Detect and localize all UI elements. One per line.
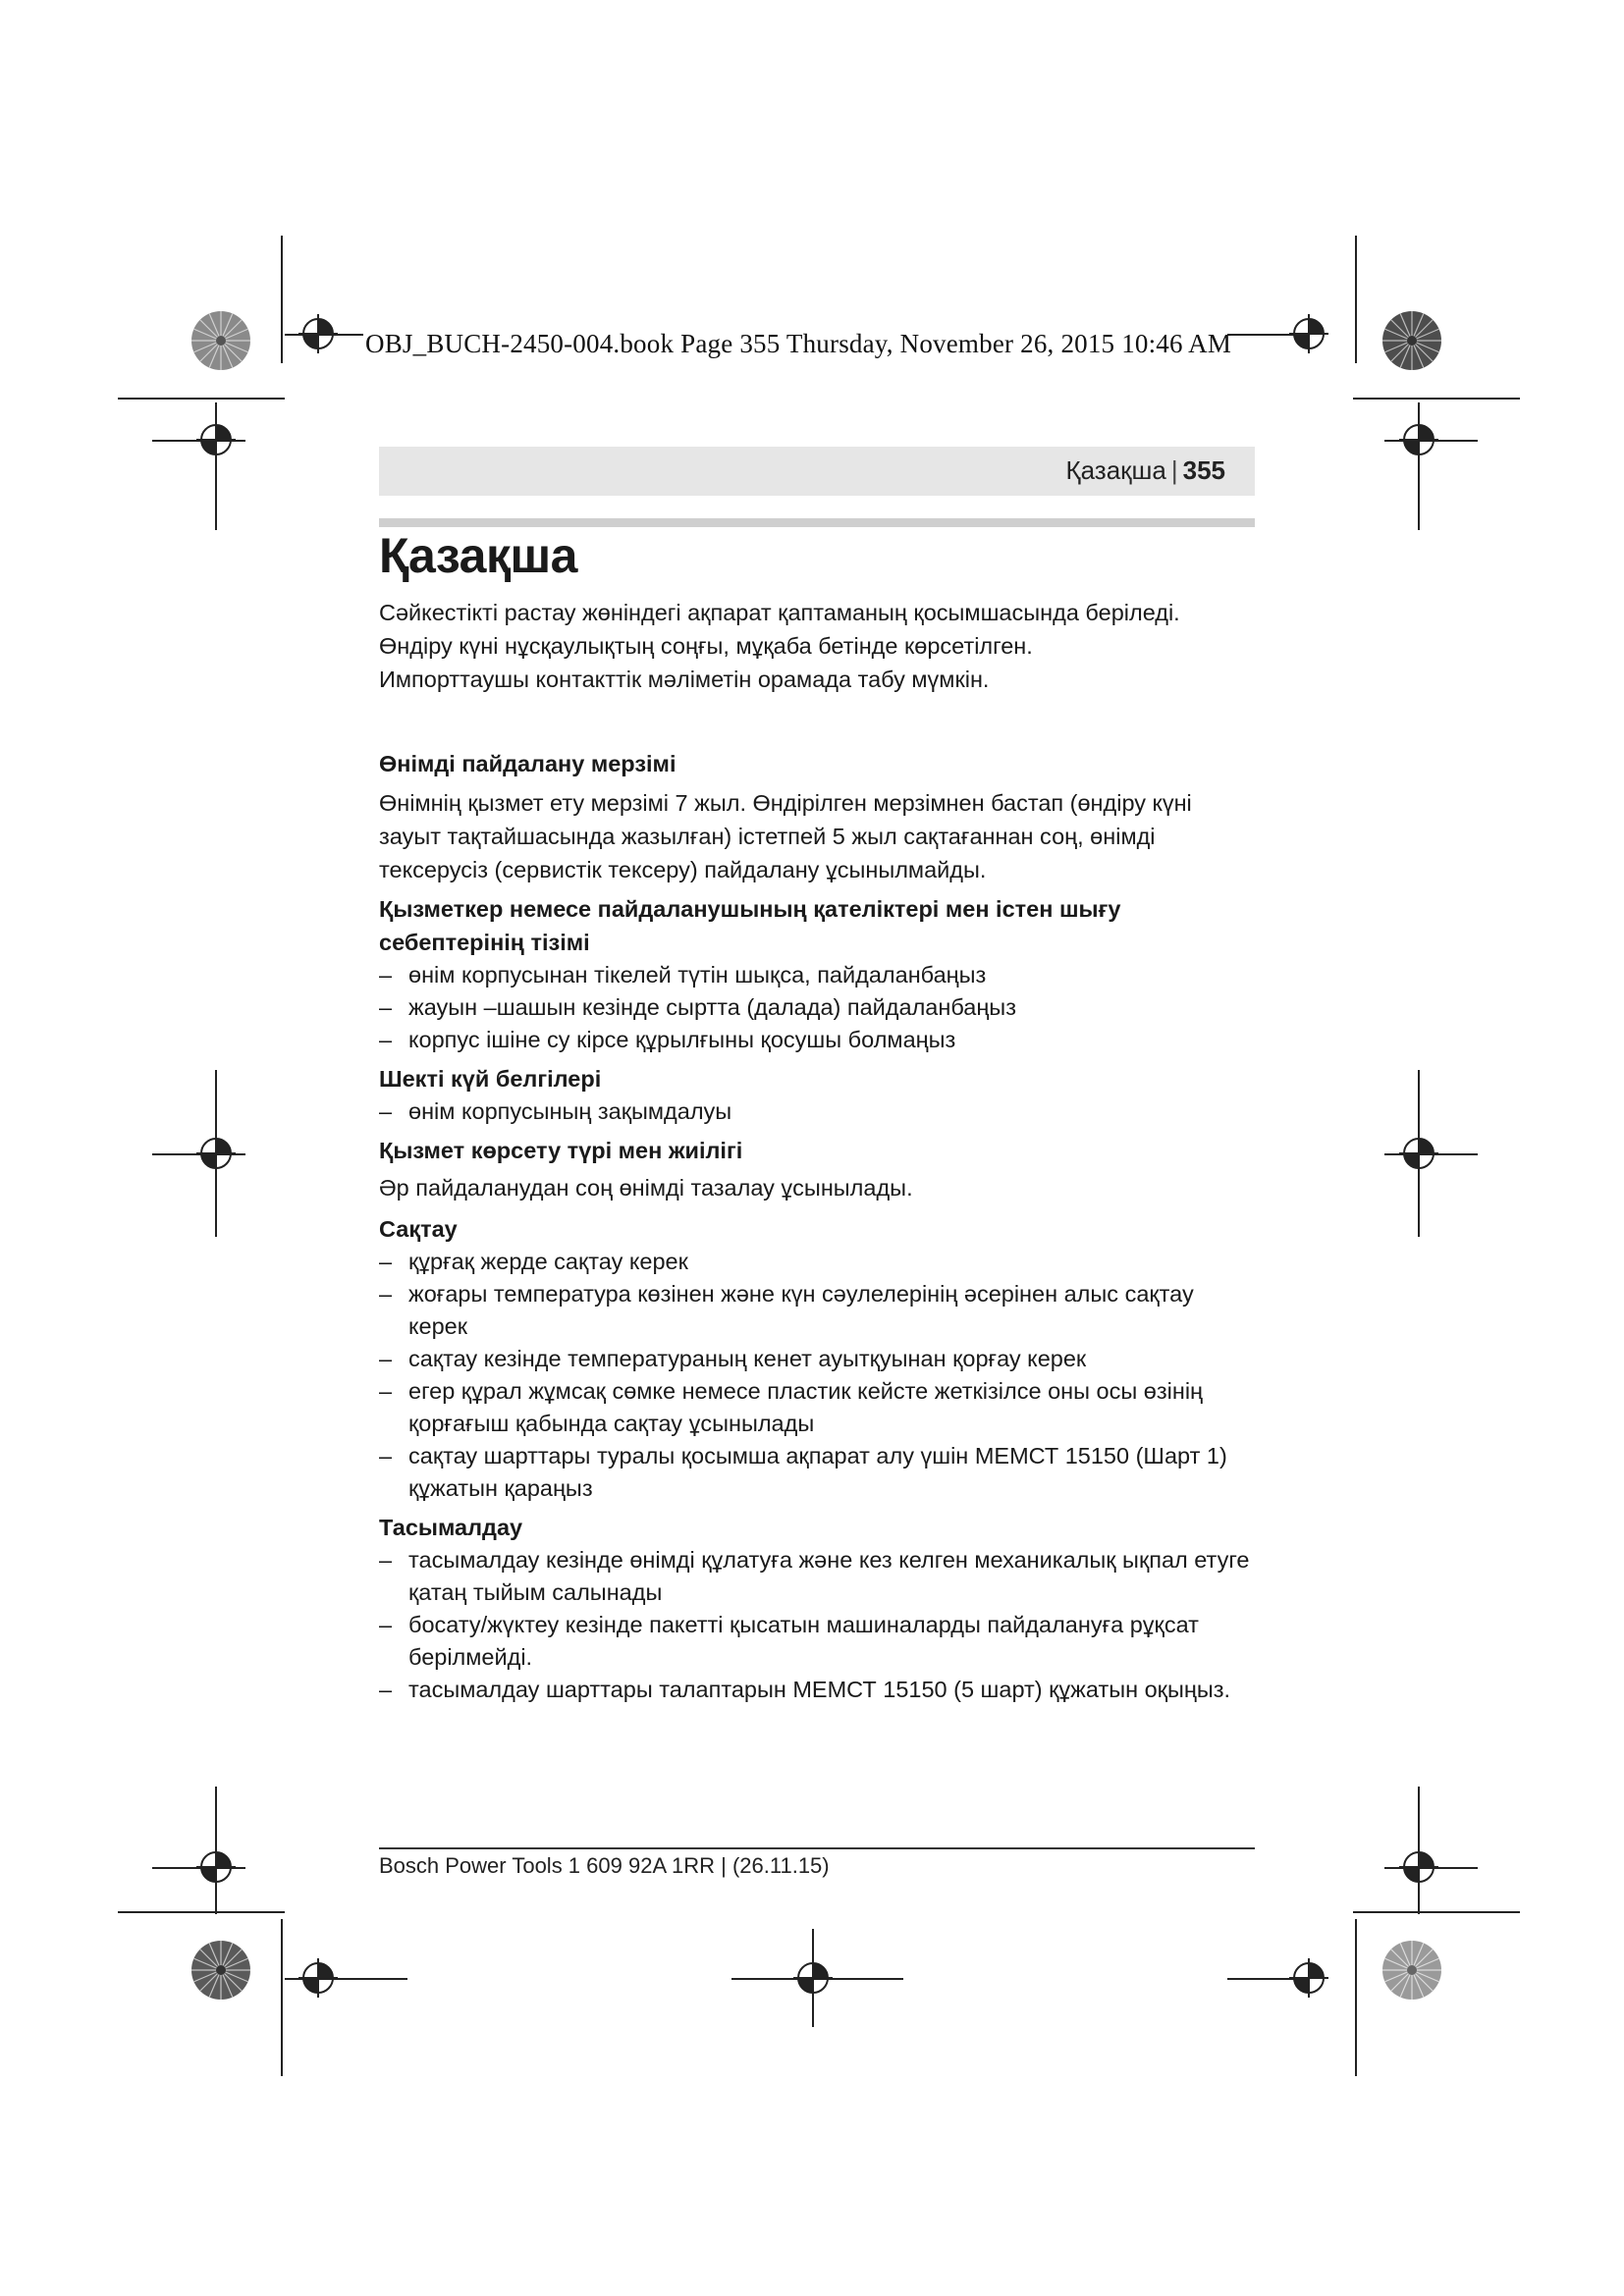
list-item-text: сақтау кезінде температураның кенет ауытқуынан қорғау керек bbox=[408, 1346, 1087, 1371]
section-errors bbox=[379, 892, 1263, 1056]
list-item bbox=[379, 991, 1263, 1024]
dash-bullet: – bbox=[379, 1098, 393, 1124]
crop-mark bbox=[118, 398, 285, 400]
registration-mark-icon bbox=[1399, 420, 1438, 459]
running-header bbox=[1065, 455, 1225, 486]
list-item-text: керек bbox=[408, 1313, 468, 1339]
dash-bullet: – bbox=[379, 1346, 393, 1371]
section-limit-signs bbox=[379, 1062, 1263, 1128]
dash-bullet: – bbox=[379, 1547, 393, 1573]
color-bar-rosette-icon bbox=[189, 1939, 252, 2002]
registration-mark-icon bbox=[793, 1958, 833, 1998]
section-heading: Қызмет көрсету түрі мен жиілігі bbox=[379, 1138, 743, 1163]
intro-line: Импорттаушы контакттік мәліметін орамада табу мүмкін. bbox=[379, 667, 990, 692]
list-item-text: өнім корпусынан тікелей түтін шықса, пайдаланбаңыз bbox=[408, 962, 987, 988]
section-storage bbox=[379, 1212, 1263, 1505]
list-item bbox=[379, 1609, 1263, 1674]
registration-mark-icon bbox=[298, 314, 338, 353]
crop-mark bbox=[1353, 398, 1520, 400]
dash-bullet: – bbox=[379, 994, 393, 1020]
section-maintenance bbox=[379, 1134, 1263, 1204]
color-bar-rosette-icon bbox=[1380, 309, 1443, 372]
footer-rule bbox=[379, 1847, 1255, 1849]
limit-signs-list bbox=[379, 1095, 1263, 1128]
dash-bullet: – bbox=[379, 1378, 393, 1404]
section-heading: Шекті күй белгілері bbox=[379, 1066, 602, 1092]
dash-bullet: – bbox=[379, 1612, 393, 1637]
intro-paragraph bbox=[379, 596, 1263, 696]
error-list bbox=[379, 959, 1263, 1056]
list-item-text: өнім корпусының зақымдалуы bbox=[408, 1098, 732, 1124]
dash-bullet: – bbox=[379, 962, 393, 988]
crop-mark bbox=[281, 236, 283, 363]
section-heading: Өнімді пайдалану мерзімі bbox=[379, 751, 677, 776]
body-line: Өнімнің қызмет ету мерзімі 7 жыл. Өндірілген мерзімнен бастап (өндіру күні bbox=[379, 790, 1192, 816]
dash-bullet: – bbox=[379, 1443, 393, 1468]
section-heading bbox=[379, 892, 1263, 959]
list-item bbox=[379, 1544, 1263, 1609]
list-item-text: жоғары температура көзінен және күн сәулелерінің әсерінен алыс сақтау bbox=[408, 1281, 1194, 1307]
list-item-text: корпус ішіне су кірсе құрылғыны қосушы болмаңыз bbox=[408, 1027, 956, 1052]
heading-line: Қызметкер немесе пайдаланушының қателіктері мен істен шығу bbox=[379, 896, 1121, 922]
registration-mark-icon bbox=[1289, 314, 1328, 353]
list-item bbox=[379, 1246, 1263, 1278]
body-line: Әр пайдаланудан соң өнімді тазалау ұсынылады. bbox=[379, 1175, 913, 1201]
list-item bbox=[379, 1343, 1263, 1375]
list-item-text: босату/жүктеу кезінде пакетті қысатын машиналарды пайдалануға рұқсат bbox=[408, 1612, 1199, 1637]
storage-list bbox=[379, 1246, 1263, 1505]
list-item bbox=[379, 1375, 1263, 1440]
registration-mark-icon bbox=[196, 420, 236, 459]
list-item-text: жауын –шашын кезінде сыртта (далада) пайдаланбаңыз bbox=[408, 994, 1016, 1020]
list-item bbox=[379, 1278, 1263, 1343]
list-item-text: тасымалдау шарттары талаптарын МЕМСТ 15150 (5 шарт) құжатын оқыңыз. bbox=[408, 1677, 1231, 1702]
heading-line: себептерінің тізімі bbox=[379, 930, 590, 955]
registration-mark-icon bbox=[1399, 1847, 1438, 1887]
list-item-text: құжатын қараңыз bbox=[408, 1475, 593, 1501]
header-language: Қазақша bbox=[1065, 455, 1166, 485]
registration-mark-icon bbox=[1289, 1958, 1328, 1998]
list-item-text: егер құрал жұмсақ сөмке немесе пластик кейсте жеткізілсе оны осы өзінің bbox=[408, 1378, 1204, 1404]
page-number: 355 bbox=[1182, 455, 1225, 485]
list-item bbox=[379, 1024, 1263, 1056]
list-item-text: берілмейді. bbox=[408, 1644, 533, 1670]
dash-bullet: – bbox=[379, 1249, 393, 1274]
registration-mark-icon bbox=[1399, 1134, 1438, 1173]
list-item-text: құрғақ жерде сақтау керек bbox=[408, 1249, 688, 1274]
list-item bbox=[379, 1440, 1263, 1505]
list-item bbox=[379, 1095, 1263, 1128]
dash-bullet: – bbox=[379, 1027, 393, 1052]
color-bar-rosette-icon bbox=[189, 309, 252, 372]
print-slug-line: OBJ_BUCH-2450-004.book Page 355 Thursday, November 26, 2015 10:46 AM bbox=[365, 329, 1232, 358]
section-service-life bbox=[379, 747, 1263, 886]
page-footer: Bosch Power Tools 1 609 92A 1RR | (26.11.15) bbox=[379, 1853, 830, 1878]
body-line: тексерусіз (сервистік тексеру) пайдалану ұсынылмайды. bbox=[379, 857, 987, 882]
color-bar-rosette-icon bbox=[1380, 1939, 1443, 2002]
crop-mark bbox=[1355, 1919, 1357, 2076]
crop-mark bbox=[281, 1919, 283, 2076]
section-heading: Тасымалдау bbox=[379, 1515, 523, 1540]
list-item bbox=[379, 959, 1263, 991]
crop-mark bbox=[1355, 236, 1357, 363]
page-title: Қазақша bbox=[379, 528, 577, 583]
list-item-text: тасымалдау кезінде өнімді құлатуға және кез келген механикалық ықпал етуге bbox=[408, 1547, 1250, 1573]
registration-mark-icon bbox=[298, 1958, 338, 1998]
list-item-text: сақтау шарттары туралы қосымша ақпарат алу үшін МЕМСТ 15150 (Шарт 1) bbox=[408, 1443, 1227, 1468]
registration-mark-icon bbox=[196, 1134, 236, 1173]
section-transport bbox=[379, 1511, 1263, 1706]
header-separator: | bbox=[1170, 455, 1178, 485]
transport-list bbox=[379, 1544, 1263, 1706]
list-item-text: қорғағыш қабында сақтау ұсынылады bbox=[408, 1411, 815, 1436]
list-item-text: қатаң тыйым салынады bbox=[408, 1579, 663, 1605]
body-line: зауыт тақтайшасында жазылған) істетпей 5 жыл сақтағаннан соң, өнімді bbox=[379, 824, 1156, 849]
intro-line: Сәйкестікті растау жөніндегі ақпарат қаптаманың қосымшасында беріледі. bbox=[379, 600, 1180, 625]
registration-mark-icon bbox=[196, 1847, 236, 1887]
section-heading: Сақтау bbox=[379, 1216, 458, 1242]
page-content bbox=[379, 522, 1263, 1706]
running-header-bar bbox=[379, 447, 1255, 496]
dash-bullet: – bbox=[379, 1281, 393, 1307]
crop-mark bbox=[1353, 1911, 1520, 1913]
crop-mark bbox=[118, 1911, 285, 1913]
dash-bullet: – bbox=[379, 1677, 393, 1702]
list-item bbox=[379, 1674, 1263, 1706]
intro-line: Өндіру күні нұсқаулықтың соңғы, мұқаба бетінде көрсетілген. bbox=[379, 633, 1033, 659]
